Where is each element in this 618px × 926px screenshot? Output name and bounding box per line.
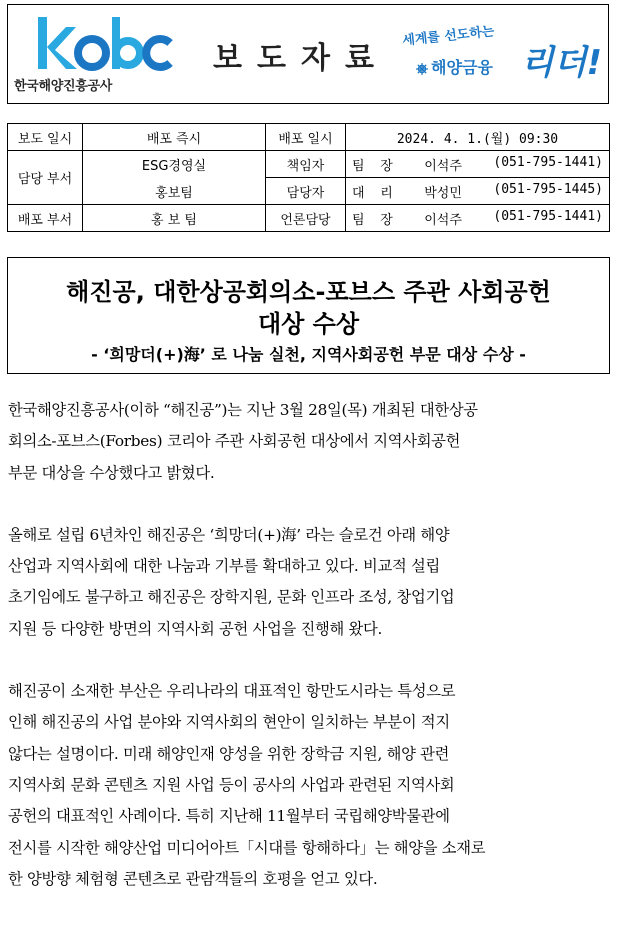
press-release-title: 보도자료	[213, 41, 389, 76]
article-body	[8, 395, 612, 926]
release-label: 보도 일시	[8, 124, 83, 151]
text-line: 회의소-포브스(Forbes) 코리아 주관 사회공헌 대상에서 지역사회공헌	[8, 432, 461, 451]
headline-box	[7, 257, 610, 374]
staff-name: 박성민	[424, 185, 462, 201]
paragraph-2	[8, 520, 612, 645]
text-line: 한 양방향 체험형 콘텐츠로 관람객들의 호평을 얻고 있다.	[8, 869, 378, 888]
headline-line1: 해진공, 대한상공회의소-포브스 주관 사회공헌	[66, 278, 551, 306]
staff-phone: (051-795-1445)	[493, 181, 603, 197]
staff-role: 대 리	[352, 185, 393, 201]
slogan-top-text: 세계를 선도하는	[401, 24, 496, 49]
text-line: 한국해양진흥공사(이하 “해진공”)는 지난 3월 28일(목) 개최된 대한상공	[8, 401, 478, 419]
company-name: 한국해양진흥공사	[14, 79, 113, 94]
slogan-bottom	[416, 55, 493, 78]
text-line: 산업과 지역사회에 대한 나눔과 기부를 확대하고 있다. 비교적 설립	[8, 557, 440, 576]
paragraph-1	[8, 395, 612, 489]
subheadline: - ‘희망더(+)海’ 로 나눔 실천, 지역사회공헌 부문 대상 수상 -	[91, 345, 526, 364]
text-line: 해진공이 소재한 부산은 우리나라의 대표적인 항만도시라는 특성으로	[8, 682, 456, 701]
kobc-logo-mark	[36, 13, 176, 75]
table-row	[8, 151, 610, 178]
press-header	[7, 4, 609, 104]
manager-role: 팀 장	[352, 158, 393, 174]
manager-name: 이석주	[424, 158, 462, 174]
text-line: 전시를 시작한 해양산업 미디어아트「시대를 항해하다」는 해양을 소재로	[8, 838, 486, 857]
text-line: 인해 해진공의 사업 분야와 지역사회의 현안이 일치하는 부분이 적지	[8, 713, 450, 732]
dept-value-line2: 홍보팀	[155, 185, 193, 201]
slogan-leader-text: 리더!	[520, 43, 602, 83]
table-row	[8, 124, 610, 151]
dept-value	[83, 151, 266, 205]
dept-label: 담당 부서	[8, 151, 83, 205]
table-row	[8, 205, 610, 232]
paragraph-3	[8, 676, 612, 895]
media-name: 이석주	[424, 212, 462, 228]
text-line: 지역사회 문화 콘텐츠 지원 사업 등이 공사의 사업과 관련된 지역사회	[8, 775, 455, 794]
text-line: 초기임에도 불구하고 해진공은 장학지원, 문화 인프라 조성, 창업기업	[8, 588, 455, 607]
manager-label: 책임자	[266, 151, 346, 178]
release-value: 배포 즉시	[83, 124, 266, 151]
text-line: 부문 대상을 수상했다고 밝혔다.	[8, 463, 215, 482]
manager-contact	[346, 151, 610, 178]
staff-label: 담당자	[266, 178, 346, 205]
headline-line2: 대상 수상	[257, 310, 360, 338]
media-label: 언론담당	[266, 205, 346, 232]
press-info-table	[7, 123, 610, 232]
distribute-date-value: 2024. 4. 1.(월) 09:30	[346, 124, 610, 151]
slogan-bottom-text: 해양금융	[431, 58, 493, 77]
text-line: 공헌의 대표적인 사례이다. 특히 지난해 11월부터 국립해양박물관에	[8, 807, 450, 826]
distribute-date-label: 배포 일시	[266, 124, 346, 151]
ship-helm-icon	[416, 63, 428, 75]
media-role: 팀 장	[352, 212, 393, 228]
text-line: 않다는 설명이다. 미래 해양인재 양성을 위한 장학금 지원, 해양 관련	[8, 744, 450, 763]
text-line: 지원 등 다양한 방면의 지역사회 공헌 사업을 진행해 왔다.	[8, 619, 383, 638]
manager-phone: (051-795-1441)	[493, 154, 603, 170]
media-contact	[346, 205, 610, 232]
slogan	[402, 15, 602, 95]
staff-contact	[346, 178, 610, 205]
media-phone: (051-795-1441)	[493, 208, 603, 224]
text-line: 올해로 설립 6년차인 해진공은 ‘희망더(+)海’ 라는 슬로건 아래 해양	[8, 525, 450, 544]
dept-value-line1: ESG경영실	[141, 158, 207, 174]
distribute-dept-value: 홍 보 팀	[83, 205, 266, 232]
distribute-dept-label: 배포 부서	[8, 205, 83, 232]
